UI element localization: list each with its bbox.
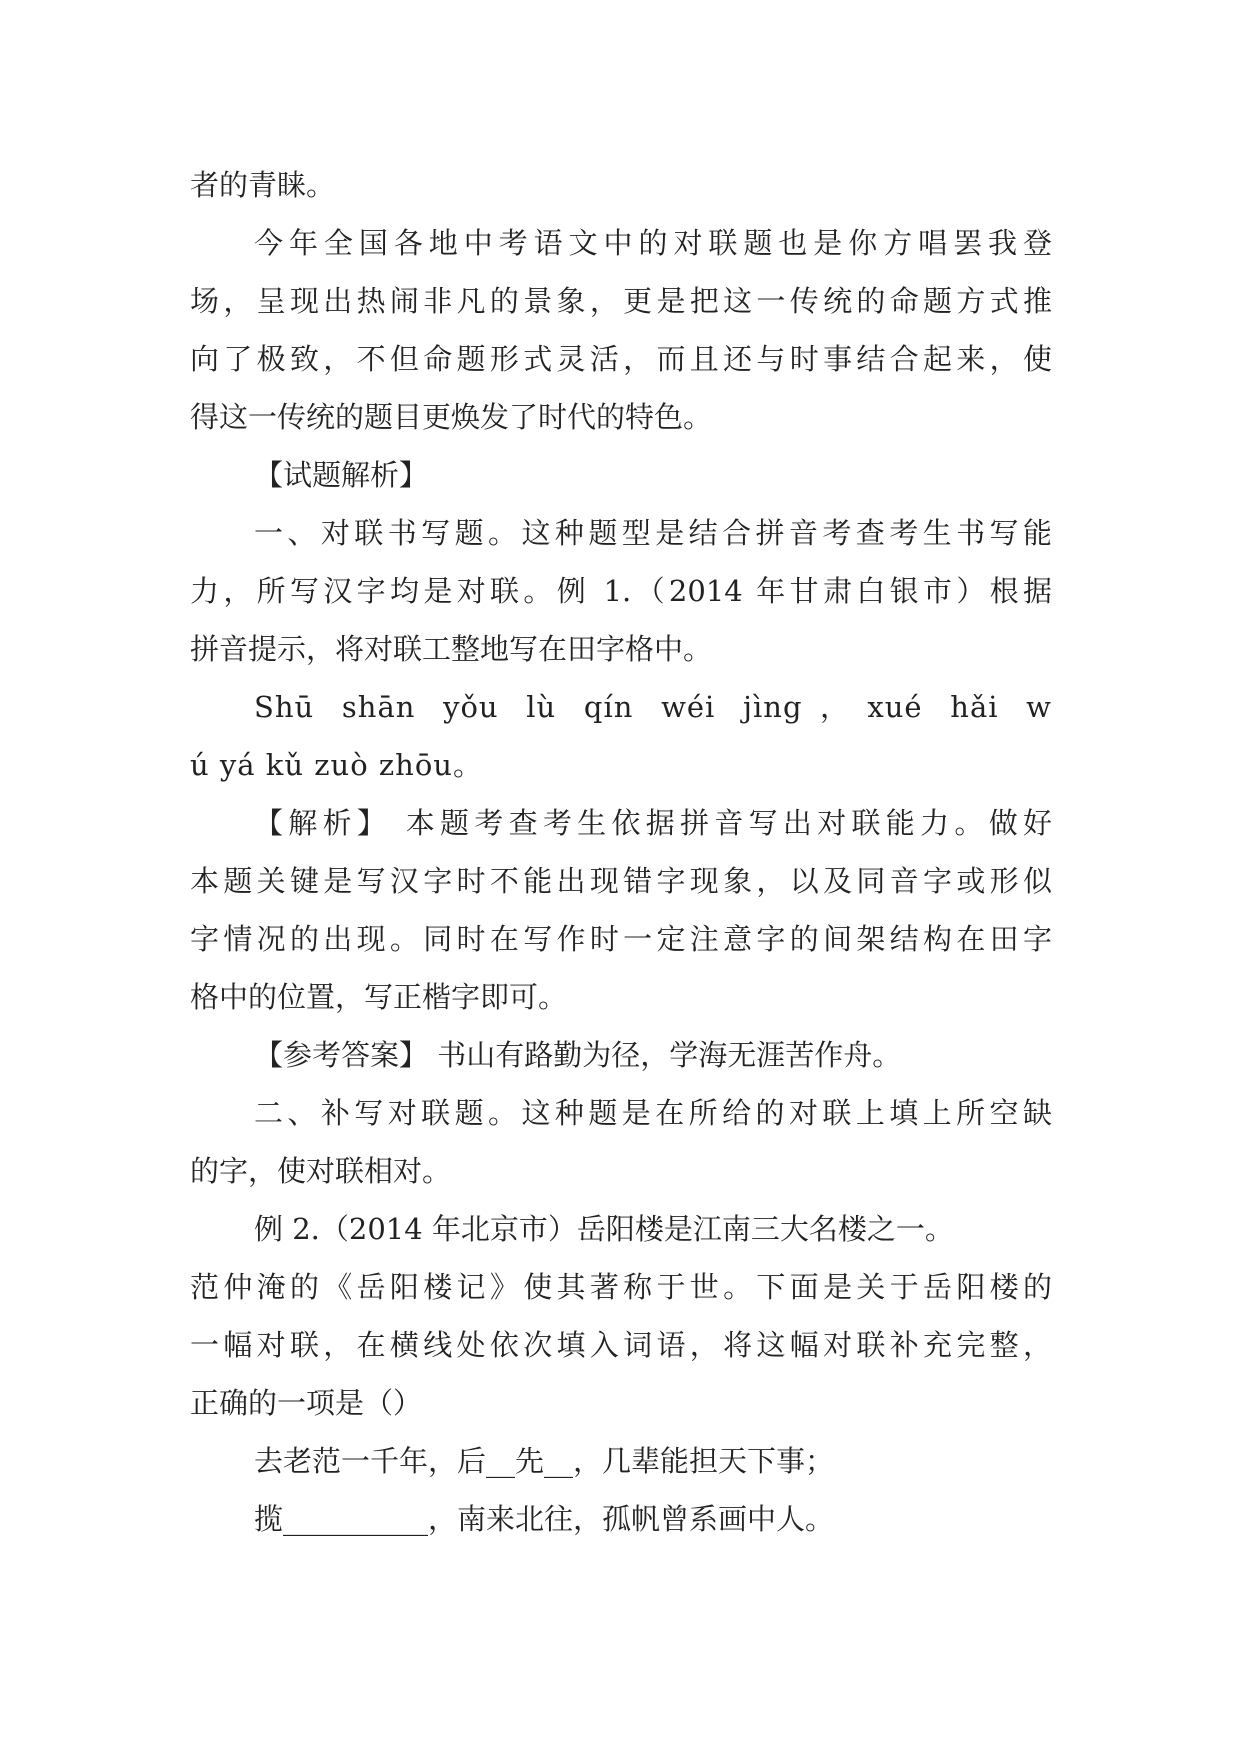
- paragraph-intro-line-1: 今年全国各地中考语文中的对联题也是你方唱罢我登: [254, 226, 1052, 260]
- section-heading-analysis: 【试题解析】: [254, 458, 429, 492]
- pinyin-line-2: ú yá kǔ zuò zhōu。: [190, 748, 483, 782]
- paragraph-intro-line-2: 场，呈现出热闹非凡的景象，更是把这一传统的命题方式推: [190, 284, 1052, 318]
- paragraph-intro-line-4: 得这一传统的题目更焕发了时代的特色。: [190, 400, 713, 434]
- question-two-line-2: 的字，使对联相对。: [190, 1154, 452, 1188]
- explanation-line-1: 【解析】 本题考查考生依据拼音写出对联能力。做好: [254, 806, 1052, 840]
- example-two-line-3: 一幅对联，在横线处依次填入词语，将这幅对联补充完整，: [190, 1328, 1052, 1362]
- reference-answer: 【参考答案】 书山有路勤为径，学海无涯苦作舟。: [254, 1038, 902, 1072]
- explanation-line-3: 字情况的出现。同时在写作时一定注意字的间架结构在田字: [190, 922, 1052, 956]
- question-one-line-2: 力，所写汉字均是对联。例 1.（2014 年甘肃白银市）根据: [190, 574, 1052, 608]
- question-one-line-3: 拼音提示，将对联工整地写在田字格中。: [190, 632, 713, 666]
- example-two-line-1: 例 2.（2014 年北京市）岳阳楼是江南三大名楼之一。: [254, 1212, 954, 1246]
- couplet-lower-line: 揽__________，南来北往，孤帆曾系画中人。: [254, 1502, 835, 1536]
- couplet-upper-line: 去老范一千年，后__先__，几辈能担天下事；: [254, 1444, 835, 1478]
- explanation-line-2: 本题关键是写汉字时不能出现错字现象，以及同音字或形似: [190, 864, 1052, 898]
- pinyin-line-1: Shū shān yǒu lù qín wéi jìng，xué hǎi w: [254, 690, 1052, 724]
- explanation-line-4: 格中的位置，写正楷字即可。: [190, 980, 568, 1014]
- text-line-1: 者的青睐。: [190, 168, 336, 202]
- question-one-line-1: 一、对联书写题。这种题型是结合拼音考查考生书写能: [254, 516, 1052, 550]
- question-two-line-1: 二、补写对联题。这种题是在所给的对联上填上所空缺: [254, 1096, 1052, 1130]
- example-two-line-2: 范仲淹的《岳阳楼记》使其著称于世。下面是关于岳阳楼的: [190, 1270, 1052, 1304]
- paragraph-intro-line-3: 向了极致，不但命题形式灵活，而且还与时事结合起来，使: [190, 342, 1052, 376]
- example-two-line-4: 正确的一项是（）: [190, 1386, 423, 1420]
